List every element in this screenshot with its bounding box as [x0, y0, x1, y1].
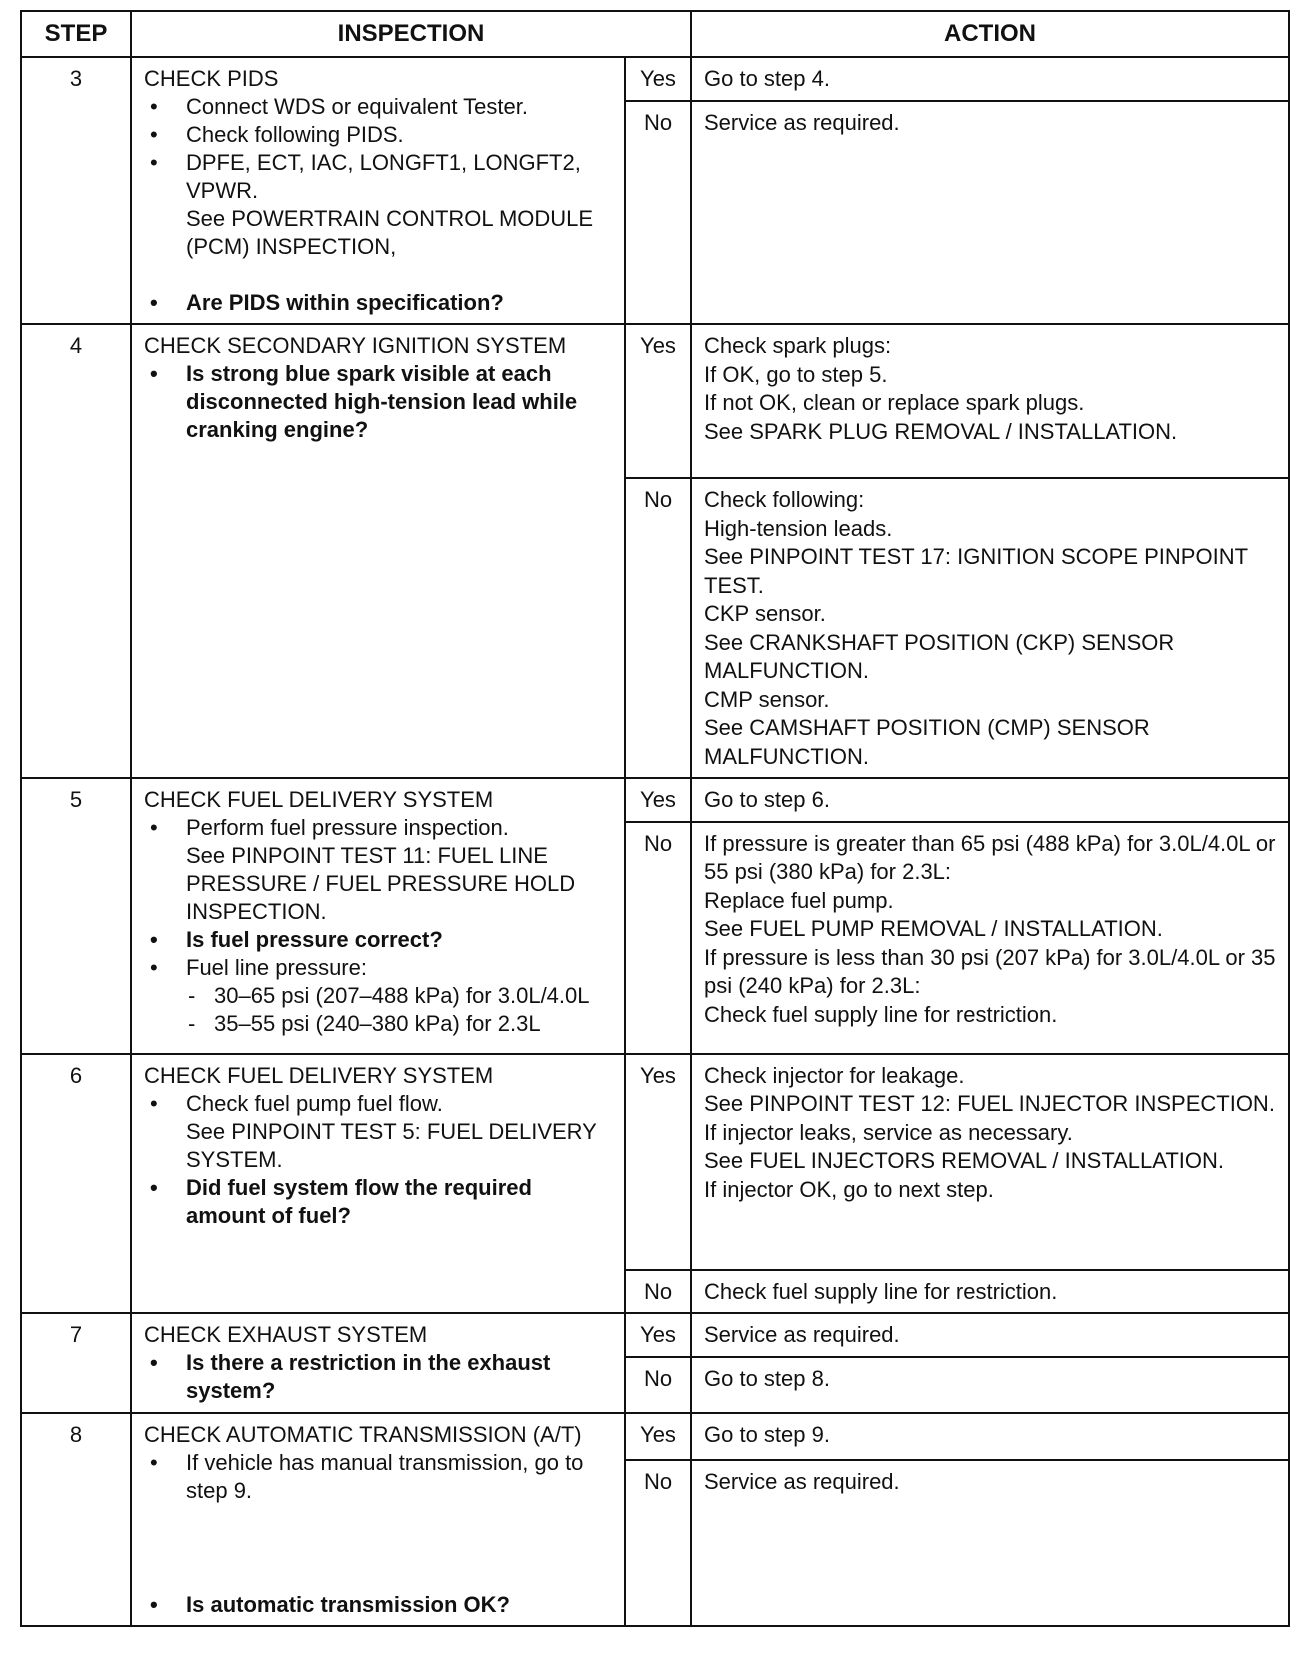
- action-line: Check spark plugs:: [704, 333, 892, 358]
- inspection-title: CHECK FUEL DELIVERY SYSTEM: [144, 787, 494, 812]
- action-line: Go to step 4.: [704, 66, 830, 91]
- inspection-cell: [131, 778, 625, 1054]
- list-item: [144, 1449, 614, 1591]
- inspection-cell: [131, 57, 625, 324]
- action-line: Go to step 8.: [704, 1365, 830, 1391]
- bullet-text: • Fuel line pressure:: [186, 955, 367, 980]
- action-line: CMP sensor.: [704, 686, 830, 712]
- action-line: Check fuel supply line for restriction.: [704, 1001, 1058, 1027]
- action-line: Go to step 6.: [704, 787, 830, 812]
- answer-yes: Yes: [625, 1413, 691, 1460]
- reference-text: See PINPOINT TEST 5: FUEL DELIVERY SYSTEM.: [186, 1118, 597, 1172]
- inspection-question: • Is there a restriction in the exhaust system?: [144, 1349, 614, 1405]
- action-yes: [691, 778, 1289, 822]
- answer-no: No: [625, 1357, 691, 1413]
- list-item: • Check following PIDS.: [144, 121, 614, 149]
- inspection-question: • Are PIDS within specification?: [144, 289, 614, 317]
- step-number: 3: [21, 57, 131, 324]
- diagnostic-table-page: [20, 10, 1288, 1627]
- action-line: Check injector for leakage.: [704, 1062, 965, 1088]
- action-line: If pressure is greater than 65 psi (488 kPa) for 3.0L/4.0L or 55 psi (380 kPa) for 2.3L:: [704, 830, 1276, 884]
- answer-no: No: [625, 1270, 691, 1314]
- action-line: Service as required.: [704, 1468, 900, 1494]
- inspection-bullets: [144, 93, 614, 317]
- step-number: 8: [21, 1413, 131, 1626]
- action-line: High-tension leads.: [704, 515, 893, 541]
- action-line: Go to step 9.: [704, 1421, 830, 1447]
- answer-yes: Yes: [625, 1313, 691, 1357]
- action-line: If not OK, clean or replace spark plugs.: [704, 390, 1085, 415]
- inspection-question: • Is fuel pressure correct?: [144, 926, 614, 954]
- action-line: See CAMSHAFT POSITION (CMP) SENSOR MALFUNCTION.: [704, 715, 1150, 769]
- action-no: [691, 1270, 1289, 1314]
- action-line: Replace fuel pump.: [704, 887, 894, 913]
- action-yes: [691, 57, 1289, 101]
- step-number: 4: [21, 324, 131, 778]
- table-row: [21, 778, 1289, 822]
- action-line: If pressure is less than 30 psi (207 kPa) for 3.0L/4.0L or 35 psi (240 kPa) for 2.3L:: [704, 944, 1276, 998]
- list-item: • Connect WDS or equivalent Tester.: [144, 93, 614, 121]
- answer-yes: Yes: [625, 57, 691, 101]
- action-yes: [691, 1413, 1289, 1460]
- inspection-cell: [131, 1313, 625, 1413]
- table-row: [21, 1313, 1289, 1357]
- action-line: CKP sensor.: [704, 601, 826, 626]
- list-item: [144, 814, 614, 926]
- list-item: [144, 954, 614, 1038]
- bullet-text: • Check fuel pump fuel flow.: [186, 1090, 443, 1116]
- inspection-title: CHECK AUTOMATIC TRANSMISSION (A/T): [144, 1421, 582, 1447]
- answer-no: No: [625, 478, 691, 778]
- inspection-bullets: [144, 360, 614, 444]
- header-step: STEP: [21, 11, 131, 57]
- answer-no: No: [625, 822, 691, 1054]
- inspection-cell: [131, 324, 625, 778]
- action-line: If OK, go to step 5.: [704, 361, 888, 387]
- table-header-row: [21, 11, 1289, 57]
- answer-yes: Yes: [625, 324, 691, 478]
- inspection-bullets: [144, 1090, 614, 1230]
- action-no: [691, 822, 1289, 1054]
- list-item: [144, 149, 614, 289]
- action-line: See SPARK PLUG REMOVAL / INSTALLATION.: [704, 418, 1178, 444]
- bullet-text: • If vehicle has manual transmission, go to step 9.: [186, 1449, 584, 1503]
- table-row: [21, 1054, 1289, 1270]
- action-yes: [691, 1313, 1289, 1357]
- list-item: [144, 1090, 614, 1174]
- inspection-question: • Is automatic transmission OK?: [144, 1591, 614, 1619]
- answer-no: No: [625, 1460, 691, 1626]
- bullet-text: • Perform fuel pressure inspection.: [186, 815, 509, 840]
- header-action: ACTION: [691, 11, 1289, 57]
- answer-yes: Yes: [625, 778, 691, 822]
- action-line: Check fuel supply line for restriction.: [704, 1278, 1058, 1304]
- reference-text: See PINPOINT TEST 11: FUEL LINE PRESSURE / FUEL PRESSURE HOLD INSPECTION.: [186, 843, 576, 924]
- inspection-title: CHECK EXHAUST SYSTEM: [144, 1322, 428, 1347]
- action-line: See PINPOINT TEST 17: IGNITION SCOPE PINPOINT TEST.: [704, 544, 1248, 598]
- table-row: [21, 1413, 1289, 1460]
- inspection-cell: [131, 1054, 625, 1314]
- list-item: - 30–65 psi (207–488 kPa) for 3.0L/4.0L: [186, 982, 614, 1010]
- answer-yes: Yes: [625, 1054, 691, 1270]
- action-line: See PINPOINT TEST 12: FUEL INJECTOR INSPECTION.: [704, 1091, 1275, 1116]
- inspection-title: CHECK PIDS: [144, 66, 279, 91]
- inspection-bullets: [144, 814, 614, 1038]
- list-item: - 35–55 psi (240–380 kPa) for 2.3L: [186, 1010, 614, 1038]
- action-no: [691, 101, 1289, 324]
- table-row: [21, 324, 1289, 478]
- diagnostic-table: [20, 10, 1290, 1627]
- action-no: [691, 1357, 1289, 1413]
- answer-no: No: [625, 101, 691, 324]
- inspection-bullets: [144, 1349, 614, 1405]
- action-line: See FUEL PUMP REMOVAL / INSTALLATION.: [704, 916, 1163, 941]
- action-line: Service as required.: [704, 110, 900, 136]
- step-number: 6: [21, 1054, 131, 1314]
- action-line: If injector OK, go to next step.: [704, 1176, 994, 1202]
- inspection-cell: [131, 1413, 625, 1626]
- table-row: [21, 57, 1289, 101]
- inspection-title: CHECK FUEL DELIVERY SYSTEM: [144, 1062, 494, 1088]
- inspection-question: • Did fuel system flow the required amount of fuel?: [144, 1174, 614, 1230]
- reference-text: See POWERTRAIN CONTROL MODULE (PCM) INSPECTION,: [186, 206, 594, 259]
- pressure-specs: [186, 982, 614, 1038]
- pids-list: • DPFE, ECT, IAC, LONGFT1, LONGFT2, VPWR.: [186, 150, 581, 203]
- header-inspection: INSPECTION: [131, 11, 691, 57]
- action-no: [691, 478, 1289, 778]
- action-line: See FUEL INJECTORS REMOVAL / INSTALLATION.: [704, 1148, 1224, 1173]
- action-line: See CRANKSHAFT POSITION (CKP) SENSOR MALFUNCTION.: [704, 629, 1175, 683]
- inspection-bullets: [144, 1449, 614, 1619]
- action-line: Check following:: [704, 487, 865, 512]
- action-line: Service as required.: [704, 1322, 900, 1347]
- action-no: [691, 1460, 1289, 1626]
- action-yes: [691, 1054, 1289, 1270]
- inspection-question: • Is strong blue spark visible at each disconnected high-tension lead while cranking engine?: [144, 360, 614, 444]
- inspection-title: CHECK SECONDARY IGNITION SYSTEM: [144, 333, 567, 358]
- action-line: If injector leaks, service as necessary.: [704, 1119, 1073, 1145]
- step-number: 7: [21, 1313, 131, 1413]
- action-yes: [691, 324, 1289, 478]
- step-number: 5: [21, 778, 131, 1054]
